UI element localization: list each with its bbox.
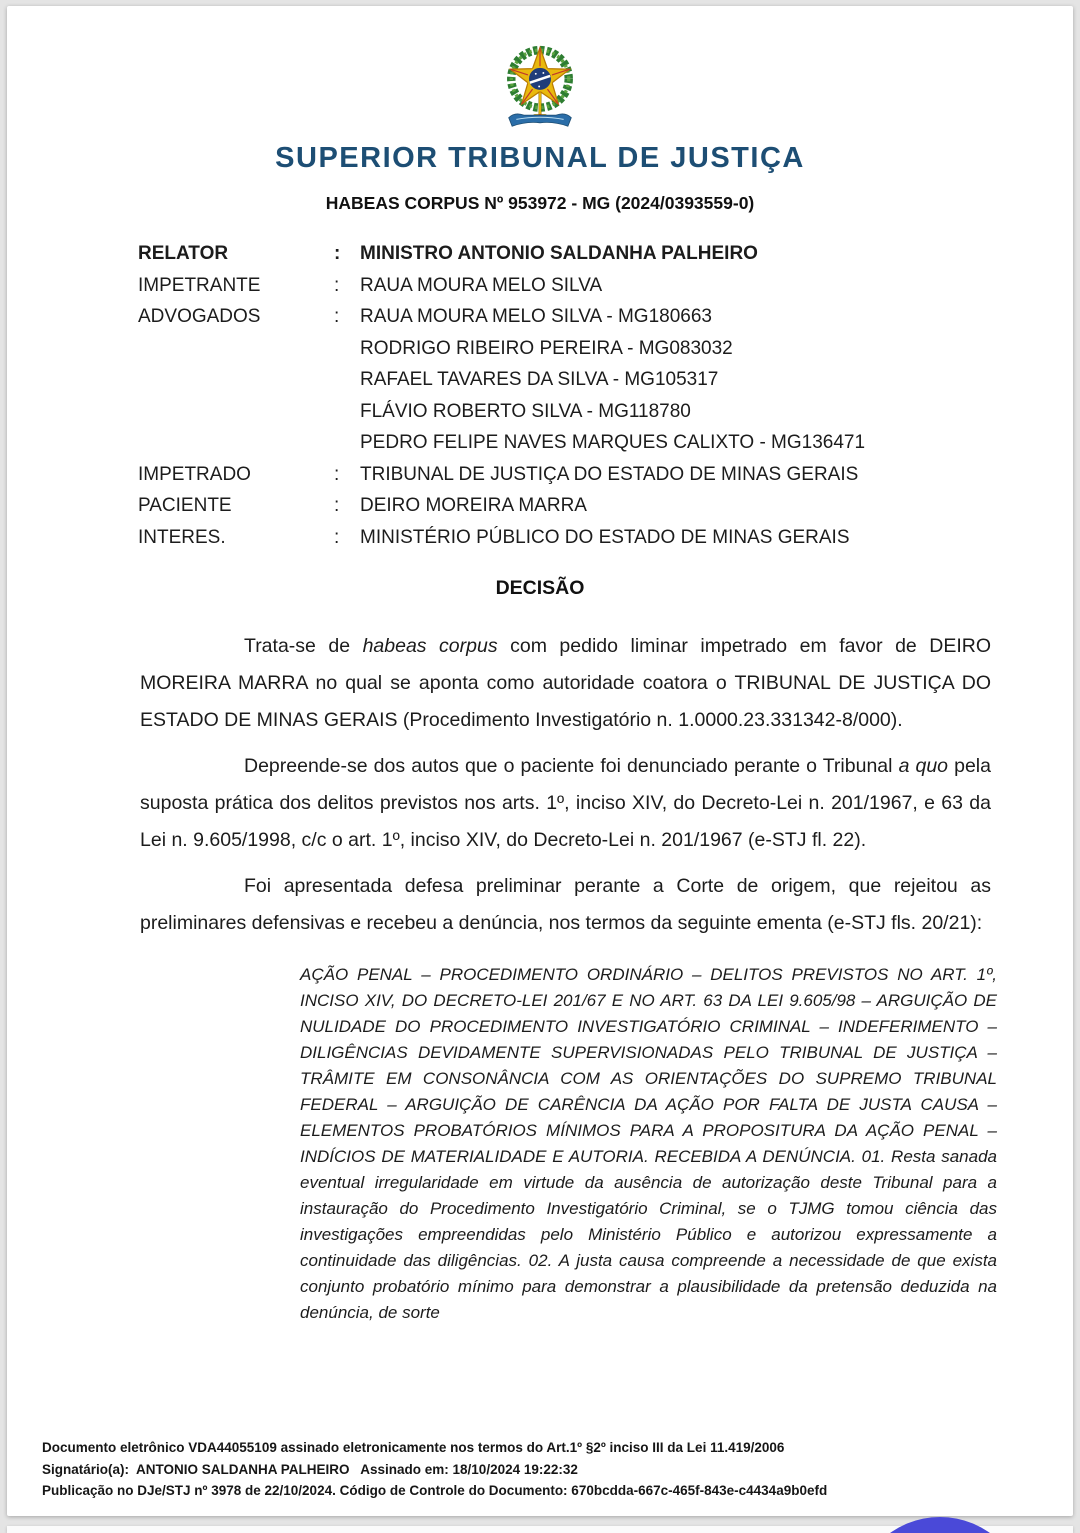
party-label: IMPETRANTE <box>138 274 261 296</box>
brazil-coat-of-arms-icon <box>497 40 583 138</box>
party-value: RAUA MOURA MELO SILVA - MG180663 <box>360 306 712 327</box>
party-row-impetrado <box>138 459 1013 491</box>
footer-line-signatory: Signatário(a): ANTONIO SALDANHA PALHEIRO Assinado em: 18/10/2024 19:22:32 <box>42 1461 578 1477</box>
signature-footer <box>42 1437 1043 1502</box>
footer-line-electronic-document: Documento eletrônico VDA44055109 assinado eletronicamente nos termos do Art.1º §2º inciso III da Lei 11.419/2006 <box>42 1440 785 1455</box>
party-separator: : <box>334 274 340 296</box>
party-label: RELATOR <box>138 243 229 264</box>
party-value: RODRIGO RIBEIRO PEREIRA - MG083032 <box>360 337 733 359</box>
paragraph-italic-text: a quo <box>898 755 949 777</box>
paragraph-italic-text: habeas corpus <box>362 635 498 657</box>
party-separator: : <box>334 526 340 548</box>
party-separator: : <box>334 243 341 264</box>
party-separator <box>334 364 360 396</box>
party-separator: : <box>334 495 340 516</box>
court-name: SUPERIOR TRIBUNAL DE JUSTIÇA <box>275 142 805 174</box>
party-value: FLÁVIO ROBERTO SILVA - MG118780 <box>360 400 691 422</box>
paragraph-text: pela suposta prática dos delitos previstos nos arts. 1º, inciso XIV, do Decreto-Lei n. 201/1967, e 63 da Lei n. 9.605/1998, c/c o art. 1º, inciso XIV, do Decreto-Lei n. 201/1967 (e-STJ fl. 22). <box>140 755 991 851</box>
party-label <box>138 427 334 459</box>
parties-block <box>138 238 1013 553</box>
paragraph-text: Foi apresentada defesa preliminar perante a Corte de origem, que rejeitou as preliminares defensivas e recebeu a denúncia, nos termos da seguinte ementa (e-STJ fls. 20/21): <box>140 875 991 934</box>
party-value: RAFAEL TAVARES DA SILVA - MG105317 <box>360 369 719 390</box>
party-separator <box>334 333 360 365</box>
party-value: PEDRO FELIPE NAVES MARQUES CALIXTO - MG136471 <box>360 432 866 453</box>
party-value: MINISTÉRIO PÚBLICO DO ESTADO DE MINAS GERAIS <box>360 526 850 548</box>
party-row-advogados <box>138 301 1013 333</box>
party-row-advogado-3 <box>138 364 1013 396</box>
party-separator: : <box>334 463 340 485</box>
party-label <box>138 396 334 428</box>
party-separator: : <box>334 306 340 327</box>
party-row-relator <box>138 238 1013 270</box>
footer-line-publication: Publicação no DJe/STJ nº 3978 de 22/10/2024. Código de Controle do Documento: 670bcdda-667c-465f-843e-c4434a9b0efd <box>42 1483 828 1498</box>
decision-paragraph-2 <box>140 748 991 859</box>
party-row-advogado-4 <box>138 396 1013 428</box>
party-separator <box>334 396 360 428</box>
party-label <box>138 364 334 396</box>
party-label: PACIENTE <box>138 495 232 516</box>
document-page <box>7 6 1073 1516</box>
paragraph-text: com pedido liminar impetrado em favor de DEIRO MOREIRA MARRA no qual se aponta como autoridade coatora o TRIBUNAL DE JUSTIÇA DO ESTADO DE MINAS GERAIS (Procedimento Investigatório n. 1.0000.23.331342-8/000). <box>140 635 992 731</box>
party-label: ADVOGADOS <box>138 306 261 327</box>
party-row-impetrante <box>138 270 1013 302</box>
party-value: TRIBUNAL DE JUSTIÇA DO ESTADO DE MINAS GERAIS <box>360 463 859 485</box>
decision-paragraph-1 <box>140 628 991 739</box>
paragraph-text: Trata-se de <box>244 635 363 657</box>
party-row-paciente <box>138 490 1013 522</box>
decision-heading: DECISÃO <box>495 577 585 599</box>
decision-paragraph-3 <box>140 868 991 942</box>
party-value: MINISTRO ANTONIO SALDANHA PALHEIRO <box>360 243 758 264</box>
party-row-advogado-5 <box>138 427 1013 459</box>
party-row-advogado-2 <box>138 333 1013 365</box>
paragraph-text: Depreende-se dos autos que o paciente foi denunciado perante o Tribunal <box>244 755 899 777</box>
party-value: DEIRO MOREIRA MARRA <box>360 495 587 516</box>
party-label: INTERES. <box>138 526 226 548</box>
party-separator <box>334 427 360 459</box>
party-label <box>138 333 334 365</box>
party-row-interessado <box>138 522 1013 554</box>
case-header: HABEAS CORPUS Nº 953972 - MG (2024/0393559-0) <box>325 193 755 213</box>
party-value: RAUA MOURA MELO SILVA <box>360 274 603 296</box>
party-label: IMPETRADO <box>138 463 251 485</box>
ementa-quote: AÇÃO PENAL – PROCEDIMENTO ORDINÁRIO – DELITOS PREVISTOS NO ART. 1º, INCISO XIV, DO DECRETO-LEI 201/67 E NO ART. 63 DA LEI 9.605/98 – ARGUIÇÃO DE NULIDADE DO PROCEDIMENTO INVESTIGATÓRIO CRIMINAL – INDEFERIMENTO – DILIGÊNCIAS DEVIDAMENTE SUPERVISIONADAS PELO TRIBUNAL DE JUSTIÇA – TRÂMITE EM CONSONÂNCIA COM AS ORIENTAÇÕES DO SUPREMO TRIBUNAL FEDERAL – ARGUIÇÃO DE CARÊNCIA DA AÇÃO POR FALTA DE JUSTA CAUSA – ELEMENTOS PROBATÓRIOS MÍNIMOS PARA A PROPOSITURA DA AÇÃO PENAL – INDÍCIOS DE MATERIALIDADE E AUTORIA. RECEBIDA A DENÚNCIA. 01. Resta sanada eventual irregularidade em virtude da ausência de autorização deste Tribunal para a instauração do Procedimento Investigatório Criminal, se o TJMG tomou ciência das investigações empreendidas pelo Ministério Público e autorizou expressamente a continuidade das diligências. 02. A justa causa compreende a necessidade de que exista conjunto probatório mínimo para demonstrar a plausibilidade da pretensão deduzida na denúncia, de sorte <box>300 965 997 1322</box>
